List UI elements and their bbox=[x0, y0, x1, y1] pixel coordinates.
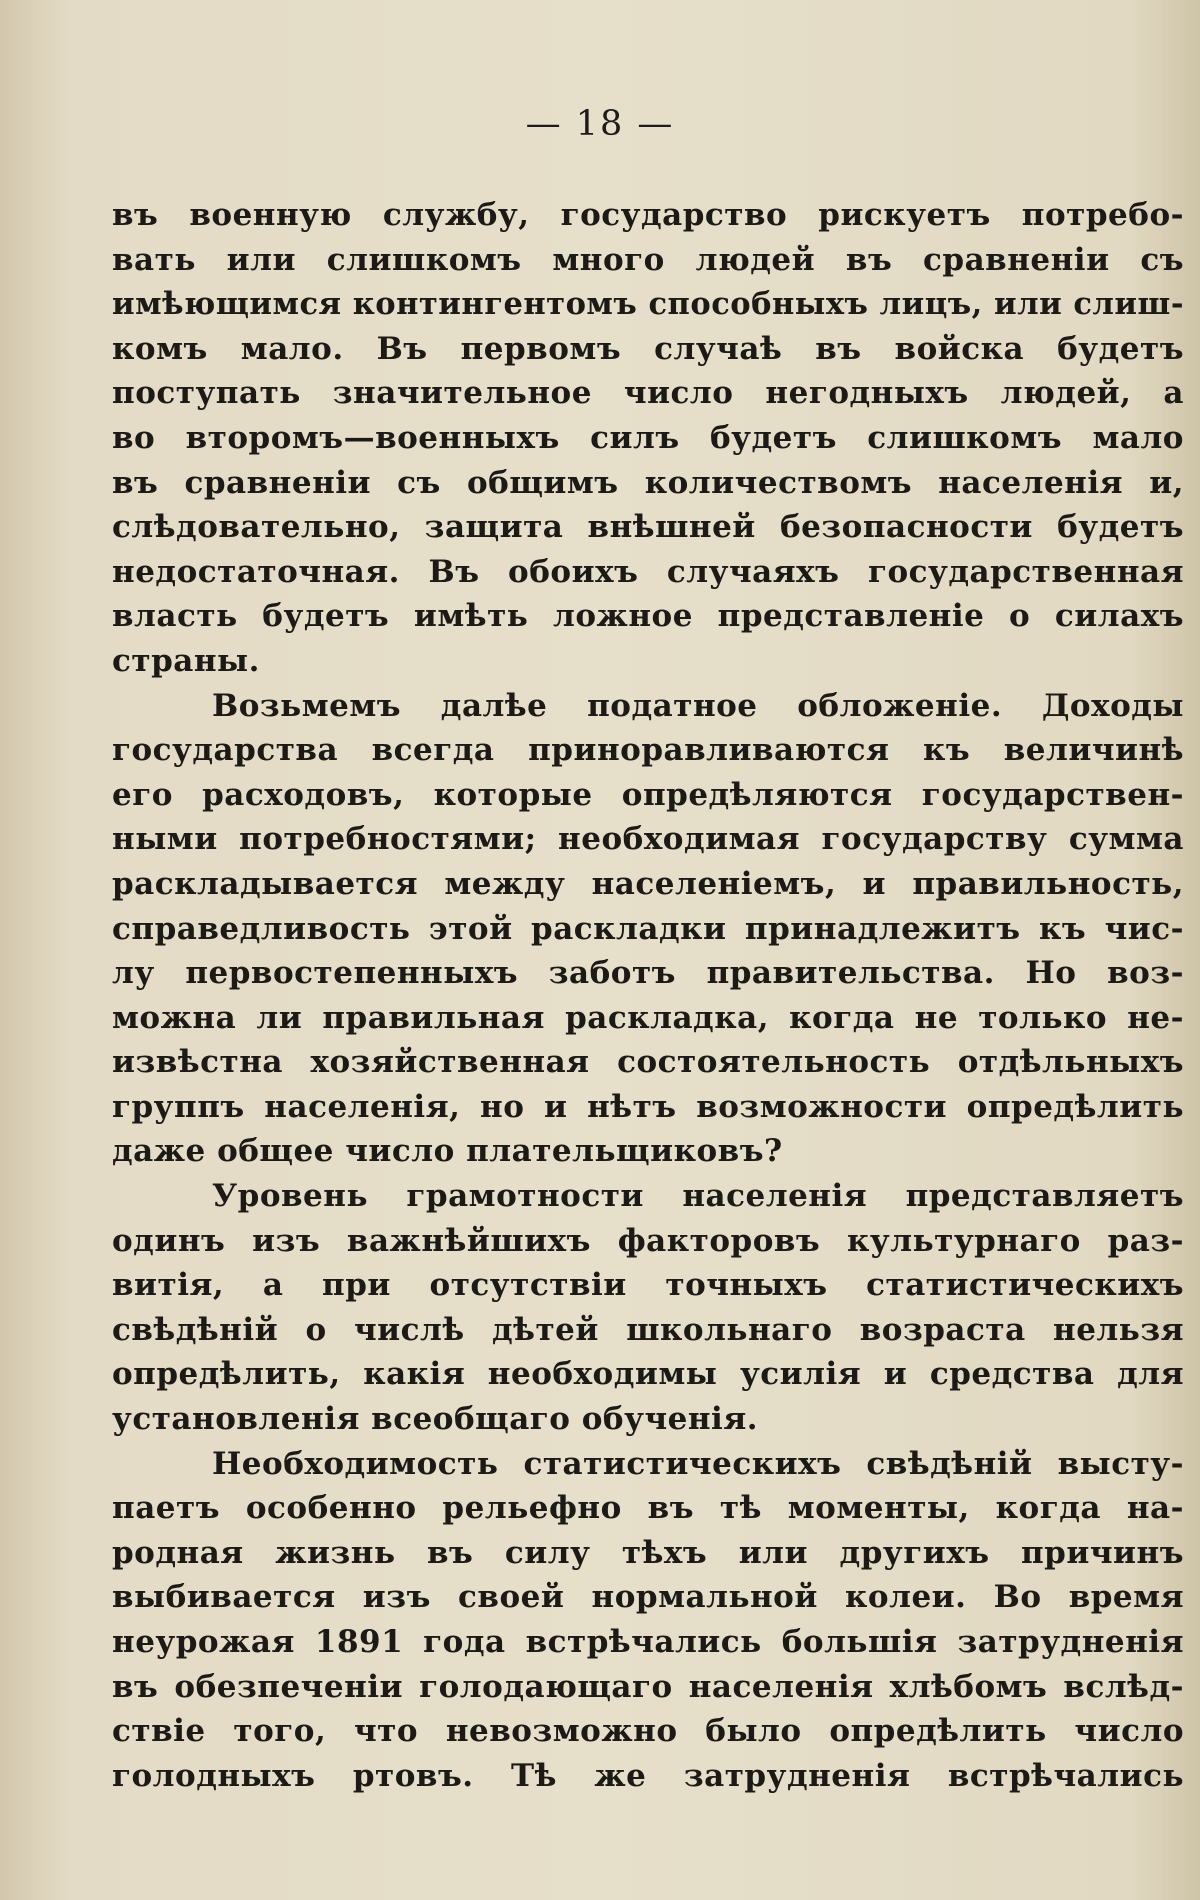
text-line: выбивается изъ своей нормальной колеи. Во время bbox=[112, 1579, 1184, 1616]
text-line: одинъ изъ важнѣйшихъ факторовъ культурнаго раз- bbox=[112, 1222, 1184, 1259]
text-line: голодныхъ ртовъ. Тѣ же затрудненiя встрѣчались bbox=[112, 1757, 1184, 1794]
text-line: справедливость этой раскладки принадлежитъ къ чис- bbox=[112, 910, 1184, 947]
text-line: можна ли правильная раскладка, когда не только не- bbox=[112, 999, 1184, 1036]
text-line: поступать значительное число негодныхъ людей, а bbox=[112, 375, 1184, 412]
page-number: — 18 — bbox=[525, 104, 675, 144]
text-line: ствiе того, что невозможно было опредѣлить число bbox=[112, 1713, 1184, 1750]
text-line: лу первостепенныхъ заботъ правительства. Но воз- bbox=[112, 955, 1184, 992]
text-line: неурожая 1891 года встрѣчались большiя затрудненiя bbox=[112, 1624, 1184, 1660]
text-line: государства всегда приноравливаются къ величинѣ bbox=[112, 732, 1184, 769]
text-line: родная жизнь въ силу тѣхъ или другихъ причинъ bbox=[112, 1534, 1184, 1571]
paragraph-end-line: даже общее число плательщиковъ? bbox=[112, 1133, 783, 1170]
text-line: витiя, а при отсутствiи точныхъ статистическихъ bbox=[112, 1267, 1184, 1304]
text-line: его расходовъ, которые опредѣляются государствен- bbox=[112, 776, 1184, 813]
text-line: раскладывается между населенiемъ, и правильность, bbox=[112, 865, 1184, 902]
body-text bbox=[112, 193, 1184, 1798]
text-line: ными потребностями; необходимая государству сумма bbox=[112, 821, 1184, 858]
text-line: паетъ особенно рельефно въ тѣ моменты, когда на- bbox=[112, 1490, 1184, 1527]
text-line: опредѣлить, какiя необходимы усилiя и средства для bbox=[112, 1356, 1184, 1393]
paragraph-start-line: Возьмемъ далѣе податное обложенiе. Доходы bbox=[212, 687, 1184, 724]
paragraph-start-line: Уровень грамотности населенiя представляетъ bbox=[212, 1178, 1184, 1215]
text-line: извѣстна хозяйственная состоятельность отдѣльныхъ bbox=[112, 1044, 1184, 1081]
text-line: въ военную службу, государство рискуетъ потребо- bbox=[112, 197, 1184, 233]
paragraph-end-line: установленiя всеобщаго обученiя. bbox=[112, 1401, 759, 1438]
paragraph-end-line: страны. bbox=[112, 642, 260, 679]
paragraph-start-line: Необходимость статистическихъ свѣдѣнiй высту- bbox=[212, 1445, 1184, 1482]
text-line: вать или слишкомъ много людей въ сравненiи съ bbox=[112, 241, 1184, 278]
text-line: власть будетъ имѣть ложное представленiе о силахъ bbox=[112, 598, 1184, 635]
text-line: въ сравненiи съ общимъ количествомъ населенiя и, bbox=[112, 464, 1184, 501]
text-line: комъ мало. Въ первомъ случаѣ въ войска будетъ bbox=[112, 330, 1184, 367]
text-line: имѣющимся контингентомъ способныхъ лицъ, или слиш- bbox=[112, 286, 1184, 323]
text-line: группъ населенiя, но и нѣтъ возможности опредѣлить bbox=[112, 1088, 1184, 1125]
text-line: слѣдовательно, защита внѣшней безопасности будетъ bbox=[112, 509, 1184, 546]
text-line: свѣдѣнiй о числѣ дѣтей школьнаго возраста нельзя bbox=[112, 1311, 1184, 1348]
text-line: во второмъ—военныхъ силъ будетъ слишкомъ мало bbox=[112, 419, 1184, 456]
text-line: въ обезпеченiи голодающаго населенiя хлѣбомъ вслѣд- bbox=[112, 1668, 1184, 1705]
text-line: недостаточная. Въ обоихъ случаяхъ государственная bbox=[112, 553, 1184, 590]
